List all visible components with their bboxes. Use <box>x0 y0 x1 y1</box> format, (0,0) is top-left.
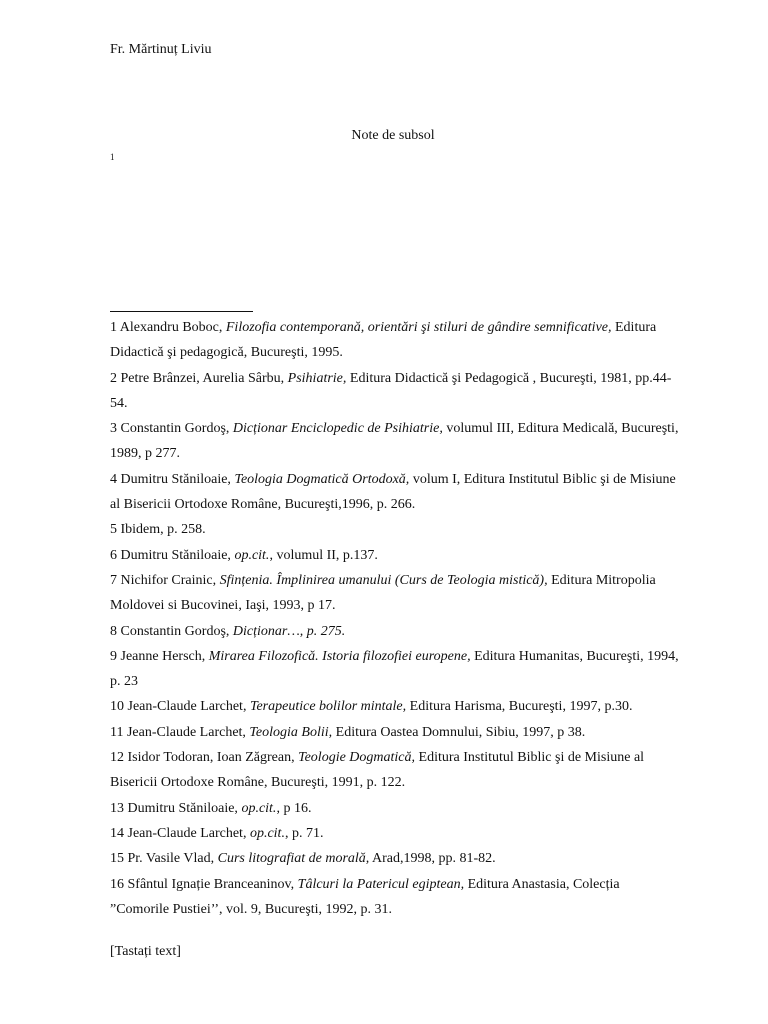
footnote-list <box>110 315 682 922</box>
footnote-text: Editura Institutul Biblic şi de Misiune al Bisericii Ortodoxe Române, Bucureşti, 1991, p. 122. <box>110 750 645 791</box>
footnote-6 <box>110 543 682 568</box>
footnote-1 <box>110 315 682 366</box>
footnote-title: Curs litografiat de morală, <box>217 851 370 867</box>
footnote-text: , p 16. <box>276 800 312 816</box>
footnote-text: 14 Jean-Claude Larchet, <box>110 825 250 841</box>
footnote-text: Editura Anastasia, Colecția ”Comorile Pustiei’’, vol. 9, Bucureşti, 1992, p. 31. <box>110 876 620 917</box>
footnote-text: volumul III, Editura Medicală, Bucureşti, 1989, p 277. <box>110 421 679 462</box>
footnote-title: op.cit. <box>234 547 270 563</box>
footnote-text: 11 Jean-Claude Larchet, <box>110 724 250 740</box>
footnote-text: , volumul II, p.137. <box>269 547 378 563</box>
footnote-title: op.cit. <box>241 800 277 816</box>
footnote-text: Arad,1998, pp. 81-82. <box>369 851 496 867</box>
footnote-reference-mark: 1 <box>110 152 115 162</box>
footnote-title: op.cit. <box>249 825 285 841</box>
footnote-text: 10 Jean-Claude Larchet, <box>110 699 250 715</box>
footnote-14 <box>110 821 682 846</box>
footnote-text: Editura Oastea Domnului, Sibiu, 1997, p 38. <box>332 724 586 740</box>
footnote-text: Editura Humanitas, Bucureşti, 1994, p. 23 <box>110 648 679 690</box>
footnote-text: 4 Dumitru Stăniloaie, <box>110 471 235 487</box>
footnote-text: Editura Didactică şi Pedagogică , Bucureşti, 1981, pp.44-54. <box>110 370 672 411</box>
footnote-text: 13 Dumitru Stăniloaie, <box>110 800 242 816</box>
footnote-text: 16 Sfântul Ignație Branceaninov, <box>110 876 298 892</box>
footnote-text: 5 Ibidem, p. 258. <box>110 522 206 538</box>
footnote-4 <box>110 467 682 518</box>
author-name: Fr. Mărtinuț Liviu <box>110 42 212 57</box>
footnote-text: 12 Isidor Todoran, Ioan Zăgrean, <box>110 750 299 766</box>
footnote-text: volum I, Editura Institutul Biblic şi de Misiune al Bisericii Ortodoxe Române, Bucureşti,1996, p. 266. <box>110 471 676 513</box>
footnote-13 <box>110 796 682 821</box>
footnote-separator <box>110 311 253 312</box>
footer-placeholder-text[interactable]: [Tastați text] <box>110 944 181 959</box>
footnote-text: 8 Constantin Gordoş, <box>110 623 233 639</box>
footnote-title: Dicționar…, p. 275. <box>232 623 346 639</box>
footnote-title: Psihiatrie, <box>287 370 347 386</box>
footnote-title: Teologia Bolii, <box>249 724 333 740</box>
footnote-title: Tâlcuri la Patericul egiptean, <box>297 876 465 892</box>
footnote-text: 9 Jeanne Hersch, <box>110 648 209 664</box>
footnote-3 <box>110 416 682 467</box>
footnote-text: Editura Mitropolia Moldovei si Bucovinei, Iaşi, 1993, p 17. <box>110 572 656 614</box>
footnote-text: 6 Dumitru Stăniloaie, <box>110 547 235 563</box>
footnote-text: Editura Didactică şi pedagogică, Bucureşti, 1995. <box>110 320 657 361</box>
footnote-2 <box>110 366 682 417</box>
footnote-text: , p. 71. <box>284 825 324 841</box>
footnote-5 <box>110 517 682 542</box>
page-title: Note de subsol <box>351 128 435 143</box>
footnote-title: Dicționar Enciclopedic de Psihiatrie, <box>232 421 443 437</box>
footnote-title: Teologie Dogmatică, <box>298 750 416 766</box>
footnote-title: Mirarea Filozofică. Istoria filozofiei europene, <box>208 648 471 664</box>
footnote-10 <box>110 694 682 719</box>
footnote-title: Terapeutice bolilor mintale, <box>249 699 407 715</box>
footnote-9 <box>110 644 682 695</box>
footnote-title: Teologia Dogmatică Ortodoxă, <box>234 471 410 487</box>
footnote-15 <box>110 846 682 871</box>
footnote-text: 1 Alexandru Boboc, <box>110 320 226 335</box>
footnote-text: 3 Constantin Gordoş, <box>110 421 233 437</box>
footnote-11 <box>110 720 682 745</box>
footnote-text: 15 Pr. Vasile Vlad, <box>110 851 218 867</box>
footnote-title: Sfințenia. Împlinirea umanului (Curs de Teologia mistică), <box>219 572 548 588</box>
footnote-7 <box>110 568 682 619</box>
footnote-title: Filozofia contemporană, orientări şi stiluri de gândire semnificative, <box>225 320 612 335</box>
footnote-text: Editura Harisma, Bucureşti, 1997, p.30. <box>406 699 633 715</box>
footnote-16 <box>110 872 682 923</box>
footnote-12 <box>110 745 682 796</box>
footnote-text: 2 Petre Brânzei, Aurelia Sârbu, <box>110 370 288 386</box>
footnote-text: 7 Nichifor Crainic, <box>110 572 220 588</box>
footnote-8 <box>110 619 682 644</box>
